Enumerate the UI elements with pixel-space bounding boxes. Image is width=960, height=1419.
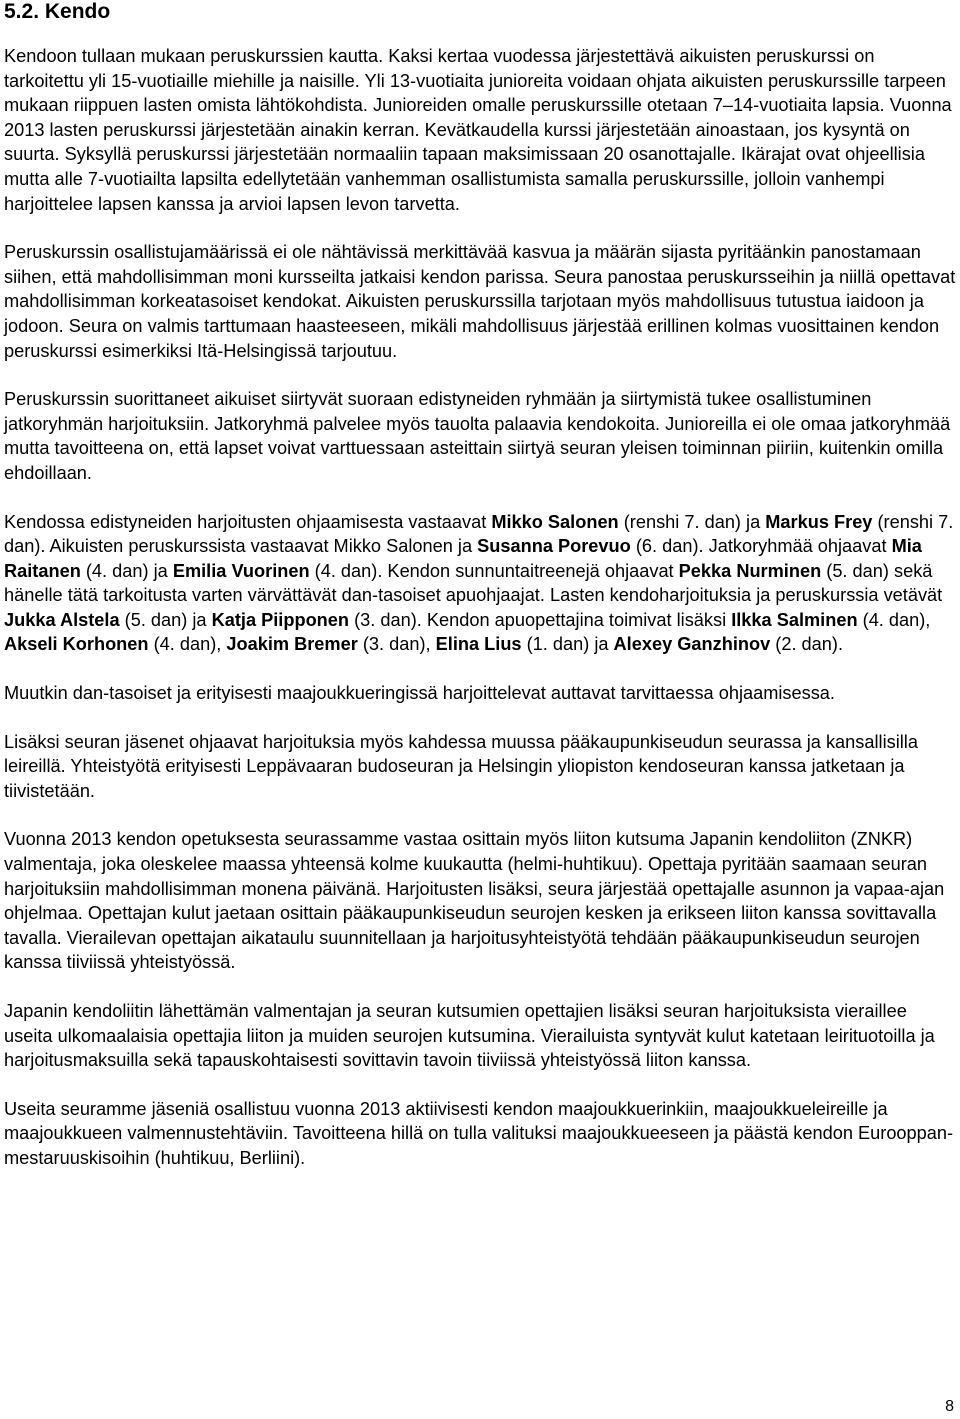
instructor-name: Katja Piipponen [211,609,350,630]
instructor-name: Elina Lius [435,634,522,655]
document-body [4,44,958,1171]
instructor-name: Alexey Ganzhinov [613,634,771,655]
instructor-name: Mia Raitanen [4,536,922,581]
paragraph-dan-helpers: Muutkin dan-tasoiset ja erityisesti maajoukkueringissä harjoittelevat auttavat tarvittaessa ohjaamisessa. [4,683,835,704]
text-segment: (5. dan) ja [119,609,212,630]
section-heading: 5.2. Kendo [4,0,111,23]
paragraph-continuation-group: Peruskurssin suorittaneet aikuiset siirtyvät suoraan edistyneiden ryhmään ja siirtymistä tukee osallistuminen jatkoryhmän harjoituksiin. Jatkoryhmä palvelee myös tauolta palaavia kendokoita. Junioreilla ei ole omaa jatkoryhmää mutta tavoitteena on, että lapset voivat varttuessaan asteittain siirtyä seuran yleisen toiminnan piiriin, kuitenkin omilla ehdoillaan. [4,389,951,483]
text-segment: (4. dan), [148,634,227,655]
instructor-name: Markus Frey [765,511,873,532]
instructor-name: Pekka Nurminen [678,560,822,581]
text-segment: (3. dan), [357,634,436,655]
text-segment: (4. dan) ja [80,560,173,581]
paragraph-participation: Peruskurssin osallistujamäärissä ei ole nähtävissä merkittävää kasvua ja määrän sijasta pyritäänkin panostamaan siihen, että mahdollisimman moni kursseilta jatkaisi kendon parissa. Seura panostaa peruskursseihin ja niillä opettavat mahdollisimman korkeatasoiset kendokat. Aikuisten peruskurssilla tarjotaan myös mahdollisuus tutustua iaidoon ja jodoon. Seura on valmis tarttumaan haasteeseen, mikäli mahdollisuus järjestää erillinen kolmas vuosittainen kendon peruskurssi esimerkiksi Itä-Helsingissä tarjoutuu. [4,242,956,361]
text-segment: (1. dan) ja [521,634,614,655]
text-segment: (4. dan), [857,609,931,630]
text-segment: (2. dan). [770,634,844,655]
text-segment: (5. dan) sekä hänelle tätä tarkoitusta varten värvättävät dan-tasoiset apuohjaajat. Lasten kendoharjoituksia ja peruskurssia vetävät [4,560,943,606]
instructor-name: Ilkka Salminen [731,609,858,630]
instructor-name: Susanna Porevuo [477,536,631,557]
paragraph-cooperation: Lisäksi seuran jäsenet ohjaavat harjoituksia myös kahdessa muussa pääkaupunkiseudun seurassa ja kansallisilla leireillä. Yhteistyötä erityisesti Leppävaaran budoseuran ja Helsingin yliopiston kendoseuran kanssa jatketaan ja tiivistetään. [4,731,918,801]
paragraph-foreign-teachers: Japanin kendoliitin lähettämän valmentajan ja seuran kutsumien opettajien lisäksi seuran harjoituksista vieraillee useita ulkomaalaisia opettajia liiton ja muiden seurojen kutsumina. Vierailuista syntyvät kulut katetaan leirituotoilla ja harjoitusmaksuilla sekä tapauskohtaisesti sovittavin tavoin tiiviissä yhteistyössä liiton kanssa. [4,1001,935,1071]
text-segment: Kendossa edistyneiden harjoitusten ohjaamisesta vastaavat [4,511,492,532]
instructor-name: Jukka Alstela [4,609,120,630]
text-segment: (4. dan). Kendon sunnuntaitreenejä ohjaavat [309,560,679,581]
paragraph-national-team: Useita seuramme jäseniä osallistuu vuonna 2013 aktiivisesti kendon maajoukkuerinkiin, maajoukkueleireille ja maajoukkueen valmennustehtäviin. Tavoitteena hillä on tulla valituksi maajoukkueeseen ja päästä kendon Eurooppan-mestaruuskisoihin (huhtikuu, Berliini). [4,1098,954,1168]
page-number: 8 [945,1398,954,1415]
instructor-name: Mikko Salonen [491,511,619,532]
paragraph-japan-coach: Vuonna 2013 kendon opetuksesta seurassamme vastaa osittain myös liiton kutsuma Japanin kendoliiton (ZNKR) valmentaja, joka oleskelee maassa yhteensä kolme kuukautta (helmi-huhtikuu). Opettaja pyritään saamaan seuran harjoituksiin mahdollisimman monena päivänä. Harjoitusten lisäksi, seura järjestää opettajalle asunnon ja vapaa-ajan ohjelmaa. Opettajan kulut jaetaan osittain pääkaupunkiseudun seurojen kesken ja erikseen liiton kanssa sovittavalla tavalla. Vierailevan opettajan aikataulu suunnitellaan ja harjoitusyhteistyötä tehdään pääkaupunkiseudun seurojen kanssa tiiviissä yhteistyössä. [4,829,945,973]
text-segment: (renshi 7. dan). Aikuisten peruskurssista vastaavat Mikko Salonen ja [4,511,954,557]
paragraph-instructors [4,510,958,658]
instructor-name: Joakim Bremer [226,634,358,655]
instructor-name: Akseli Korhonen [4,634,149,655]
text-segment: (renshi 7. dan) ja [618,511,766,532]
text-segment: (6. dan). Jatkoryhmää ohjaavat [630,536,892,557]
text-segment: (3. dan). Kendon apuopettajina toimivat lisäksi [349,609,732,630]
instructor-name: Emilia Vuorinen [172,560,310,581]
paragraph-basic-courses: Kendoon tullaan mukaan peruskurssien kautta. Kaksi kertaa vuodessa järjestettävä aikuisten peruskurssi on tarkoitettu yli 15-vuotiaille miehille ja naisille. Yli 13-vuotiaita junioreita voidaan ohjata aikuisten peruskurssille tarpeen mukaan riippuen lasten omista lähtökohdista. Junioreiden omalle peruskurssille otetaan 7–14-vuotiaita lapsia. Vuonna 2013 lasten peruskurssi järjestetään ainakin kerran. Kevätkaudella kurssi järjestetään ainoastaan, jos kysyntä on suurta. Syksyllä peruskurssi järjestetään normaaliin tapaan maksimissaan 20 osanottajalle. Ikärajat ovat ohjeellisia mutta alle 7-vuotiailta lapsilta edellytetään vanhemman osallistumista samalla peruskurssille, jolloin vanhempi harjoittelee lapsen kanssa ja arvioi lapsen levon tarvetta. [4,46,952,214]
